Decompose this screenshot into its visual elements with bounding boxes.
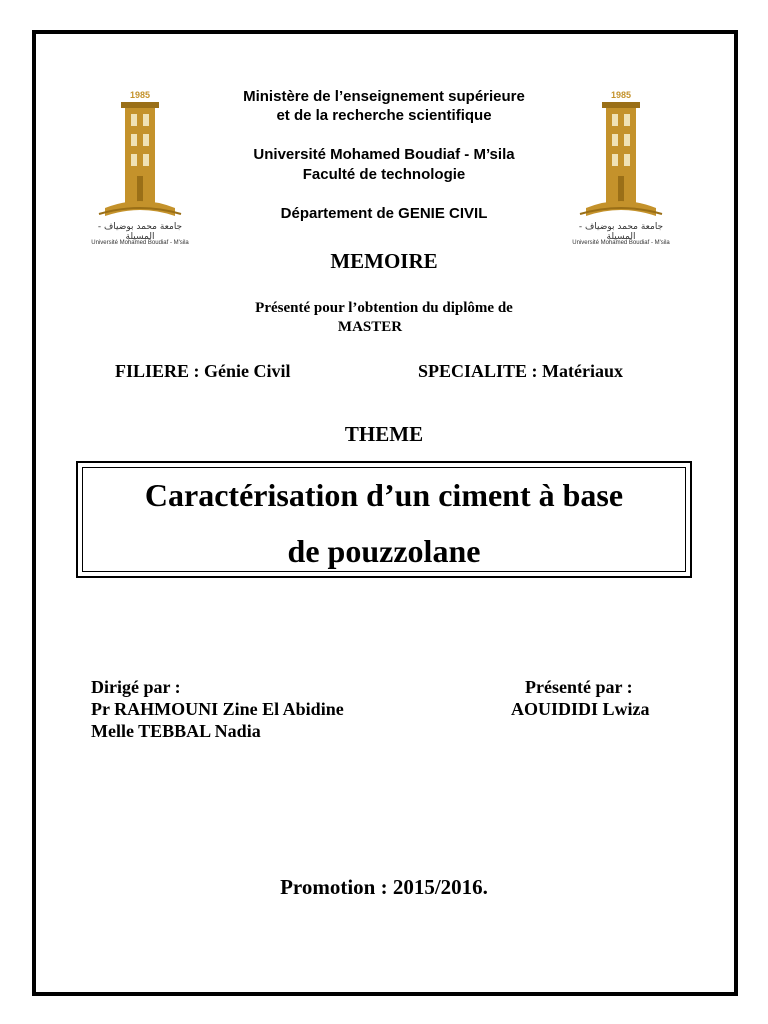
- department-name: Département de GENIE CIVIL: [280, 205, 488, 222]
- tower-emblem-icon: [85, 86, 195, 226]
- supervisor-2: Melle TEBBAL Nadia: [91, 721, 261, 741]
- theme-title-box: [76, 461, 692, 578]
- logo-arabic-name: جامعة محمد بوضياف - المسيلة: [578, 222, 664, 242]
- theme-title-line-2: de pouzzolane: [287, 533, 481, 569]
- student-name: AOUIDIDI Lwiza: [511, 699, 650, 719]
- memoire-label: MEMOIRE: [330, 249, 438, 273]
- university-name: Université Mohamed Boudiaf - M’sila: [253, 146, 515, 163]
- logo-arabic-name: جامعة محمد بوضياف - المسيلة: [97, 222, 183, 242]
- faculty-name: Faculté de technologie: [302, 166, 466, 183]
- university-logo-left: [85, 86, 195, 256]
- theme-title: [78, 467, 690, 579]
- presented-by-label: Présenté par :: [525, 677, 633, 697]
- filiere-label: FILIERE : Génie Civil: [115, 361, 291, 381]
- logo-latin-name: Université Mohamed Boudiaf - M'sila: [572, 240, 670, 246]
- promotion: Promotion : 2015/2016.: [280, 875, 488, 899]
- logo-year: 1985: [129, 90, 151, 100]
- ministry-line-1: Ministère de l’enseignement supérieure: [243, 88, 525, 105]
- supervisor-1: Pr RAHMOUNI Zine El Abidine: [91, 699, 344, 719]
- logo-year: 1985: [610, 90, 632, 100]
- directed-by-label: Dirigé par :: [91, 677, 181, 697]
- logo-latin-name: Université Mohamed Boudiaf - M'sila: [91, 240, 189, 246]
- specialite-label: SPECIALITE : Matériaux: [418, 361, 624, 381]
- ministry-line-2: et de la recherche scientifique: [276, 107, 492, 124]
- theme-label: THEME: [344, 422, 424, 446]
- presented-for-line-1: Présenté pour l’obtention du diplôme de: [255, 300, 513, 316]
- diploma-name: MASTER: [337, 319, 403, 335]
- theme-title-line-1: Caractérisation d’un ciment à base: [144, 477, 624, 513]
